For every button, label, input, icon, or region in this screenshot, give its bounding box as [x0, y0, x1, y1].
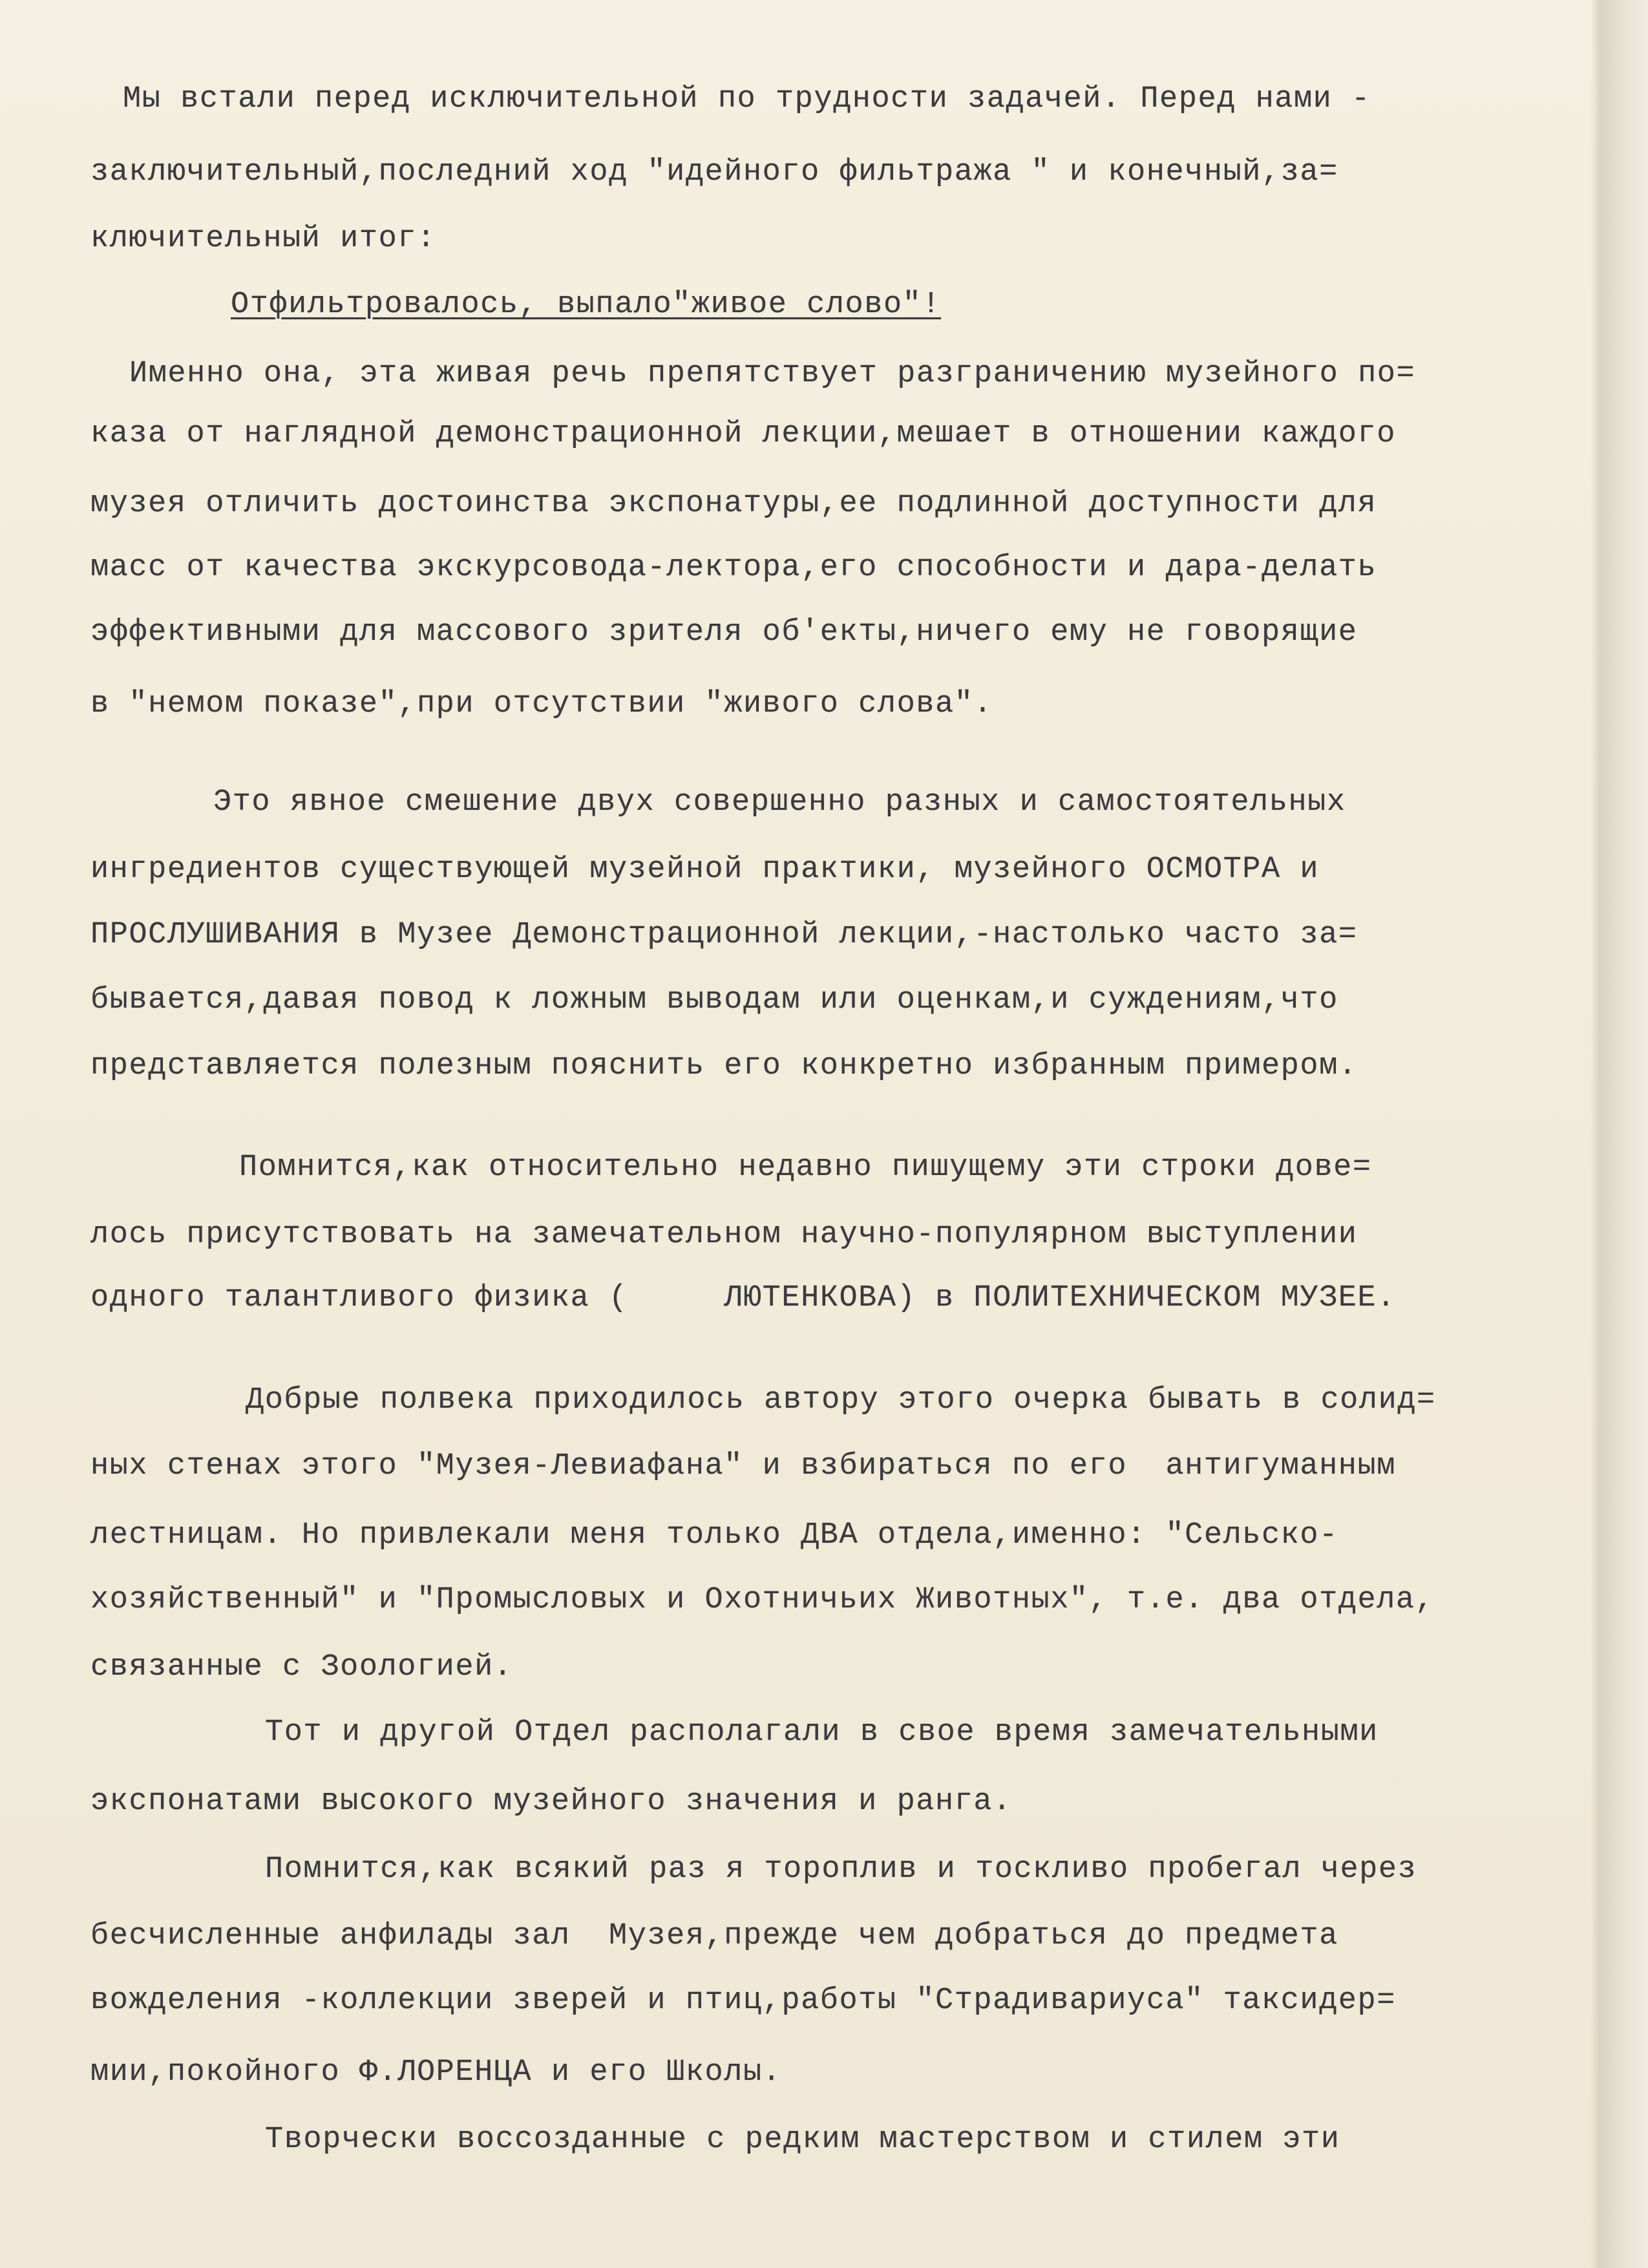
text-line: Помнится,как относительно недавно пишущему эти строки дове= [239, 1150, 1372, 1185]
text-line: бывается,давая повод к ложным выводам или оценкам,и суждениям,что [90, 983, 1338, 1017]
text-line: лестницам. Но привлекали меня только ДВА отдела,именно: "Сельско- [90, 1518, 1338, 1553]
text-line: Тот и другой Отдел располагали в свое время замечательными [265, 1715, 1379, 1750]
text-line: Мы встали перед исключительной по трудности задачей. Перед нами - [123, 82, 1371, 116]
text-line: в "немом показе",при отсутствии "живого слова". [90, 687, 993, 721]
text-line: заключительный,последний ход "идейного фильтража " и конечный,за= [90, 155, 1338, 189]
text-line: связанные с Зоологией. [90, 1650, 513, 1684]
text-line: ингредиентов существующей музейной практики, музейного ОСМОТРА и [90, 853, 1320, 887]
text-line: эффективными для массового зрителя об'екты,ничего ему не говорящие [90, 615, 1358, 650]
text-line: представляется полезным пояснить его конкретно избранным примером. [90, 1049, 1358, 1083]
underlined-text-line: Отфильтровалось, выпало"живое слово"! [231, 288, 942, 322]
next-page-edge [1600, 0, 1648, 2268]
text-line: ПРОСЛУШИВАНИЯ в Музее Демонстрационной лекции,-настолько часто за= [90, 918, 1358, 952]
text-line: ных стенах этого "Музея-Левиафана" и взбираться по его антигуманным [90, 1449, 1396, 1483]
text-line: каза от наглядной демонстрационной лекции,мешает в отношении каждого [90, 417, 1396, 451]
text-line: мии,покойного Ф.ЛОРЕНЦА и его Школы. [90, 2055, 782, 2090]
text-line: масс от качества экскурсовода-лектора,его способности и дара-делать [90, 551, 1377, 585]
text-line: вожделения -коллекции зверей и птиц,работы "Страдивариуса" таксидер= [90, 1984, 1396, 2018]
text-line: музея отличить достоинства экспонатуры,ее подлинной доступности для [90, 487, 1377, 521]
text-line: Именно она, эта живая речь препятствует разграничению музейного по= [129, 357, 1416, 391]
text-line: Добрые полвека приходилось автору этого очерка бывать в солид= [246, 1383, 1436, 1417]
text-line: бесчисленные анфилады зал Музея,прежде чем добраться до предмета [90, 1919, 1338, 1953]
text-line: лось присутствовать на замечательном научно-популярном выступлении [90, 1218, 1358, 1252]
text-line: Помнится,как всякий раз я тороплив и тоскливо пробегал через [265, 1852, 1417, 1887]
text-line: экспонатами высокого музейного значения и ранга. [90, 1785, 1012, 1819]
text-line: одного талантливого физика ( ЛЮТЕНКОВА) в ПОЛИТЕХНИЧЕСКОМ МУЗЕЕ. [90, 1281, 1396, 1315]
text-line: Творчески воссозданные с редким мастерством и стилем эти [265, 2123, 1340, 2157]
text-line: Это явное смешение двух совершенно разных и самостоятельных [213, 785, 1346, 820]
text-line: ключительный итог: [90, 222, 436, 256]
text-line: хозяйственный" и "Промысловых и Охотничьих Животных", т.е. два отдела, [90, 1583, 1435, 1617]
